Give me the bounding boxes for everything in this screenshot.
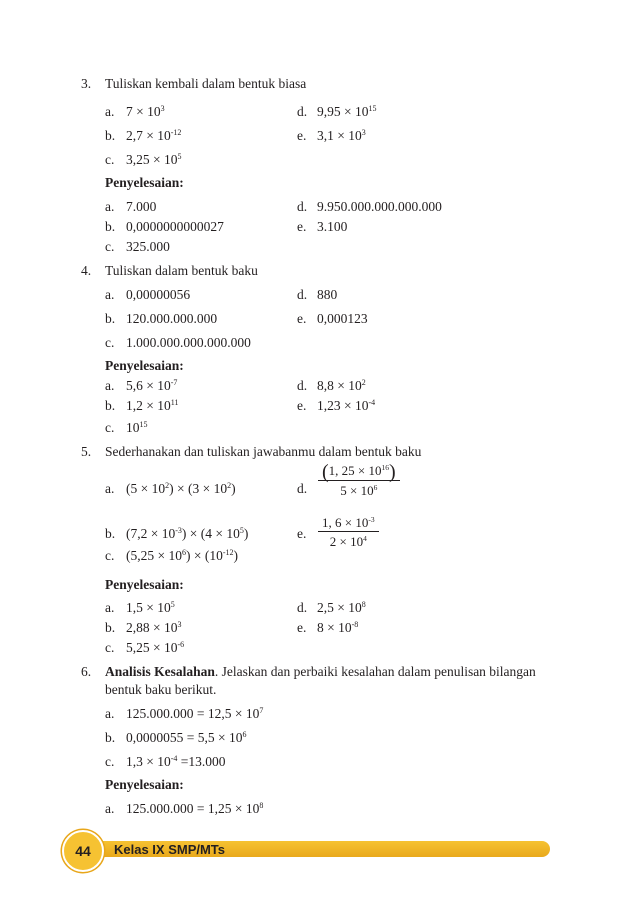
q6-item-c-label: c. <box>105 754 115 769</box>
q5-answer-a-label: a. <box>105 600 115 615</box>
q6-bold-lead: Analisis Kesalahan <box>105 664 215 679</box>
q3-answer-b: 0,0000000000027 <box>126 219 224 234</box>
q5-answer-b-label: b. <box>105 620 116 635</box>
q5-item-d-fraction <box>318 463 400 499</box>
q5-number: 5. <box>81 444 92 459</box>
q5-item-d-denominator: $5 \times 10^6$ <box>340 483 378 498</box>
q3-answer-e-label: e. <box>297 219 307 234</box>
q3-answer-c: 325.000 <box>126 239 170 254</box>
q3-item-c: $3,25 \times 10^5$ <box>126 152 182 167</box>
q4-number: 4. <box>81 263 92 278</box>
q3-item-c-label: c. <box>105 152 115 167</box>
q3-item-b-label: b. <box>105 128 116 143</box>
q5-answer-c: $5,25 \times 10^{-6}$ <box>126 640 185 655</box>
q5-item-d-label: d. <box>297 481 308 496</box>
q5-answer-e: $8 \times 10^{-8}$ <box>317 620 359 635</box>
q3-item-b: $2,7 \times 10^{-12}$ <box>126 128 182 143</box>
q6-item-a: $125.000.000 = 12,5 \times 10^7$ <box>126 706 264 721</box>
q3-answer-c-label: c. <box>105 239 115 254</box>
q3-question: Tuliskan kembali dalam bentuk biasa <box>105 76 307 91</box>
q5-answer-e-label: e. <box>297 620 307 635</box>
q3-answer-e: 3.100 <box>317 219 348 234</box>
q3-item-a-label: a. <box>105 104 115 119</box>
q3-answer-d: 9.950.000.000.000.000 <box>317 199 442 214</box>
q3-solution-title: Penyelesaian: <box>105 175 184 190</box>
q5-answer-a: $1,5 \times 10^5$ <box>126 600 175 615</box>
q4-answer-a: $5,6 \times 10^{-7}$ <box>126 378 178 393</box>
q4-item-a-label: a. <box>105 287 115 302</box>
q5-item-e-label: e. <box>297 526 307 541</box>
q4-answer-d-label: d. <box>297 378 308 393</box>
q5-item-b: $(7,2 \times 10^{-3}) \times (4 \times 10^5)$ <box>126 526 249 541</box>
q4-item-b: 120.000.000.000 <box>126 311 218 326</box>
q4-answer-b-label: b. <box>105 398 116 413</box>
q5-item-c-label: c. <box>105 548 115 563</box>
q6-solution-title: Penyelesaian: <box>105 777 184 792</box>
q4-answer-e: $1,23 \times 10^{-4}$ <box>317 398 376 413</box>
q6-item-b-label: b. <box>105 730 116 745</box>
q5-answer-d: $2,5 \times 10^8$ <box>317 600 366 615</box>
q5-item-c: $(5,25 \times 10^6) \times (10^{-12})$ <box>126 548 239 563</box>
q4-answer-c: $10^{15}$ <box>126 420 148 435</box>
q4-item-e: 0,000123 <box>317 311 368 326</box>
q4-item-c-label: c. <box>105 335 115 350</box>
q4-item-b-label: b. <box>105 311 116 326</box>
q6-item-c: $1,3 \times 10^{-4} =13.000$ <box>126 754 226 769</box>
q3-answer-a-label: a. <box>105 199 115 214</box>
q5-item-e-fraction <box>318 515 379 550</box>
q5-answer-c-label: c. <box>105 640 115 655</box>
q5-item-b-label: b. <box>105 526 116 541</box>
q5-item-a-label: a. <box>105 481 115 496</box>
page-number: 44 <box>75 843 91 859</box>
q6-item-b: $0,0000055 = 5,5 \times 10^6$ <box>126 730 247 745</box>
q4-answer-e-label: e. <box>297 398 307 413</box>
q6-item-a-label: a. <box>105 706 115 721</box>
q4-question: Tuliskan dalam bentuk baku <box>105 263 258 278</box>
q4-item-d: 880 <box>317 287 338 302</box>
q3-item-a: $7 \times 10^3$ <box>126 104 165 119</box>
q6-question-line2: bentuk baku berikut. <box>105 682 217 697</box>
q6-answer-a-label: a. <box>105 801 115 816</box>
q4-answer-d: $8,8 \times 10^2$ <box>317 378 366 393</box>
q5-solution-title: Penyelesaian: <box>105 577 184 592</box>
q5-item-a: $(5 \times 10^2) \times (3 \times 10^2)$ <box>126 481 236 496</box>
q4-item-c: 1.000.000.000.000.000 <box>126 335 251 350</box>
q5-answer-b: $2,88 \times 10^3$ <box>126 620 182 635</box>
q3-answer-d-label: d. <box>297 199 308 214</box>
q4-answer-c-label: c. <box>105 420 115 435</box>
page-number-badge <box>62 830 104 872</box>
q3-answer-b-label: b. <box>105 219 116 234</box>
q6-number: 6. <box>81 664 92 679</box>
q4-solution-title: Penyelesaian: <box>105 358 184 373</box>
q4-answer-a-label: a. <box>105 378 115 393</box>
q5-item-d-numerator: (1, $25 \times 10^{16}$) <box>318 463 400 481</box>
q3-number: 3. <box>81 76 92 91</box>
q5-item-e-denominator: $2 \times 10^4$ <box>329 534 367 549</box>
q3-answer-a: 7.000 <box>126 199 157 214</box>
q4-item-d-label: d. <box>297 287 308 302</box>
q5-question: Sederhanakan dan tuliskan jawabanmu dalam bentuk baku <box>105 444 422 459</box>
q3-item-d: $9,95 \times 10^{15}$ <box>317 104 377 119</box>
q3-item-d-label: d. <box>297 104 308 119</box>
q3-item-e: $3,1 \times 10^3$ <box>317 128 366 143</box>
q4-answer-b: $1,2 \times 10^{11}$ <box>126 398 179 413</box>
q5-item-e-numerator: 1, $6 \times 10^{-3}$ <box>318 515 379 532</box>
q6-question: Analisis Kesalahan. Jelaskan dan perbaiki kesalahan dalam penulisan bilangan <box>105 664 536 679</box>
q4-item-e-label: e. <box>297 311 307 326</box>
q4-item-a: 0,00000056 <box>126 287 191 302</box>
book-title: Kelas IX SMP/MTs <box>114 842 226 857</box>
q5-answer-d-label: d. <box>297 600 308 615</box>
q3-item-e-label: e. <box>297 128 307 143</box>
q6-answer-a: $125.000.000 = 1,25 \times 10^8$ <box>126 801 264 816</box>
